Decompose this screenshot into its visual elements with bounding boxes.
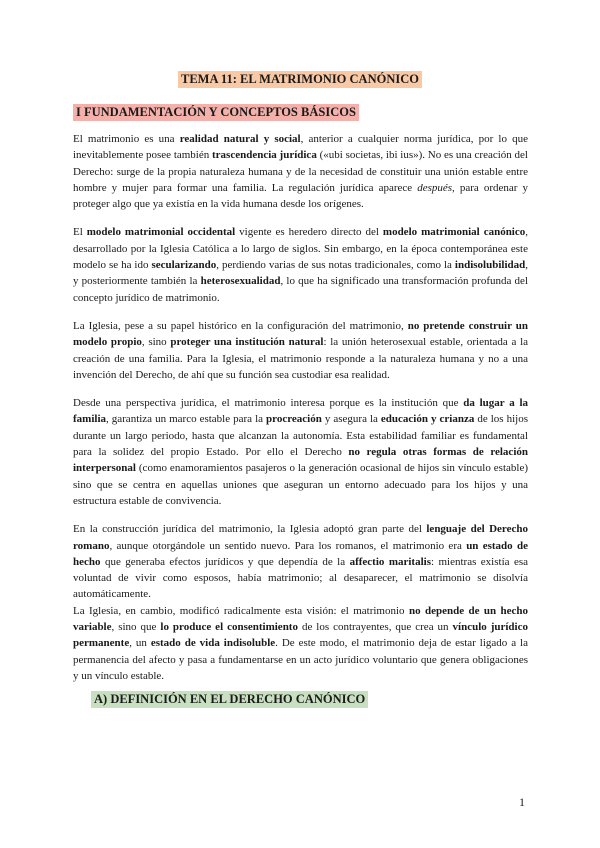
section-heading: I FUNDAMENTACIÓN Y CONCEPTOS BÁSICOS <box>73 104 359 121</box>
document-body <box>73 131 528 696</box>
paragraph-6: La Iglesia, en cambio, modificó radicalmente esta visión: el matrimonio no depende de un hecho variable, sino que lo produce el consentimiento de los contrayentes, que crea un vínculo jurídico permanente, un estado de vida indisoluble. De este modo, el matrimonio deja de estar ligado a la permanencia del afecto y pasa a fundamentarse en un acto jurídico voluntario que genera obligaciones y un vínculo estable. <box>73 604 528 682</box>
paragraph-1: El matrimonio es una realidad natural y social, anterior a cualquier norma jurídica, por lo que inevitablemente posee también trascendencia jurídica («ubi societas, ibi ius»). No es una creación del Derecho: surge de la propia naturaleza humana y de la necesidad de constituir una unión estable entre hombre y mujer para formar una familia. La regulación jurídica aparece después, para ordenar y proteger algo que ya existía en la vida humana desde los orígenes. <box>73 133 528 211</box>
title-container <box>0 70 600 88</box>
page-number: 1 <box>519 795 525 809</box>
page-title: TEMA 11: EL MATRIMONIO CANÓNICO <box>178 71 422 88</box>
paragraph-3: La Iglesia, pese a su papel histórico en la configuración del matrimonio, no pretende construir un modelo propio, sino proteger una institución natural: la unión heterosexual estable, orientada a la creación de una familia. Para la Iglesia, el matrimonio responde a la naturaleza humana y no a una invención del Derecho, de ahí que su función sea custodiar esa realidad. <box>73 319 529 381</box>
paragraph-5: En la construcción jurídica del matrimonio, la Iglesia adoptó gran parte del lenguaje del Derecho romano, aunque otorgándole un sentido nuevo. Para los romanos, el matrimonio era un estado de hecho que generaba efectos jurídicos y que dependía de la affectio maritalis: mientras existía esa voluntad de vivir como esposos, había matrimonio; al desaparecer, el matrimonio se disolvía automáticamente. <box>73 523 529 601</box>
subsection-heading: A) DEFINICIÓN EN EL DERECHO CANÓNICO <box>91 691 368 708</box>
paragraph-4: Desde una perspectiva jurídica, el matrimonio interesa porque es la institución que da lugar a la familia, garantiza un marco estable para la procreación y asegura la educación y crianza de los hijos durante un largo periodo, hasta que alcanzan la autonomía. Esta estabilidad familiar es fundamental para la solidez del propio Estado. Por ello el Derecho no regula otras formas de relación interpersonal (como enamoramientos pasajeros o la generación ocasional de hijos sin vínculo estable) sino que se centra en aquellas uniones que aseguran un entorno adecuado para los hijos y una estructura estable de convivencia. <box>73 397 529 507</box>
paragraph-2: El modelo matrimonial occidental vigente es heredero directo del modelo matrimonial canónico, desarrollado por la Iglesia Católica a lo largo de siglos. Sin embargo, en la época contemporánea este modelo se ha ido secularizando, perdiendo varias de sus notas tradicionales, como la indisolubilidad, y posteriormente también la heterosexualidad, lo que ha significado una transformación profunda del concepto jurídico de matrimonio. <box>73 226 528 304</box>
